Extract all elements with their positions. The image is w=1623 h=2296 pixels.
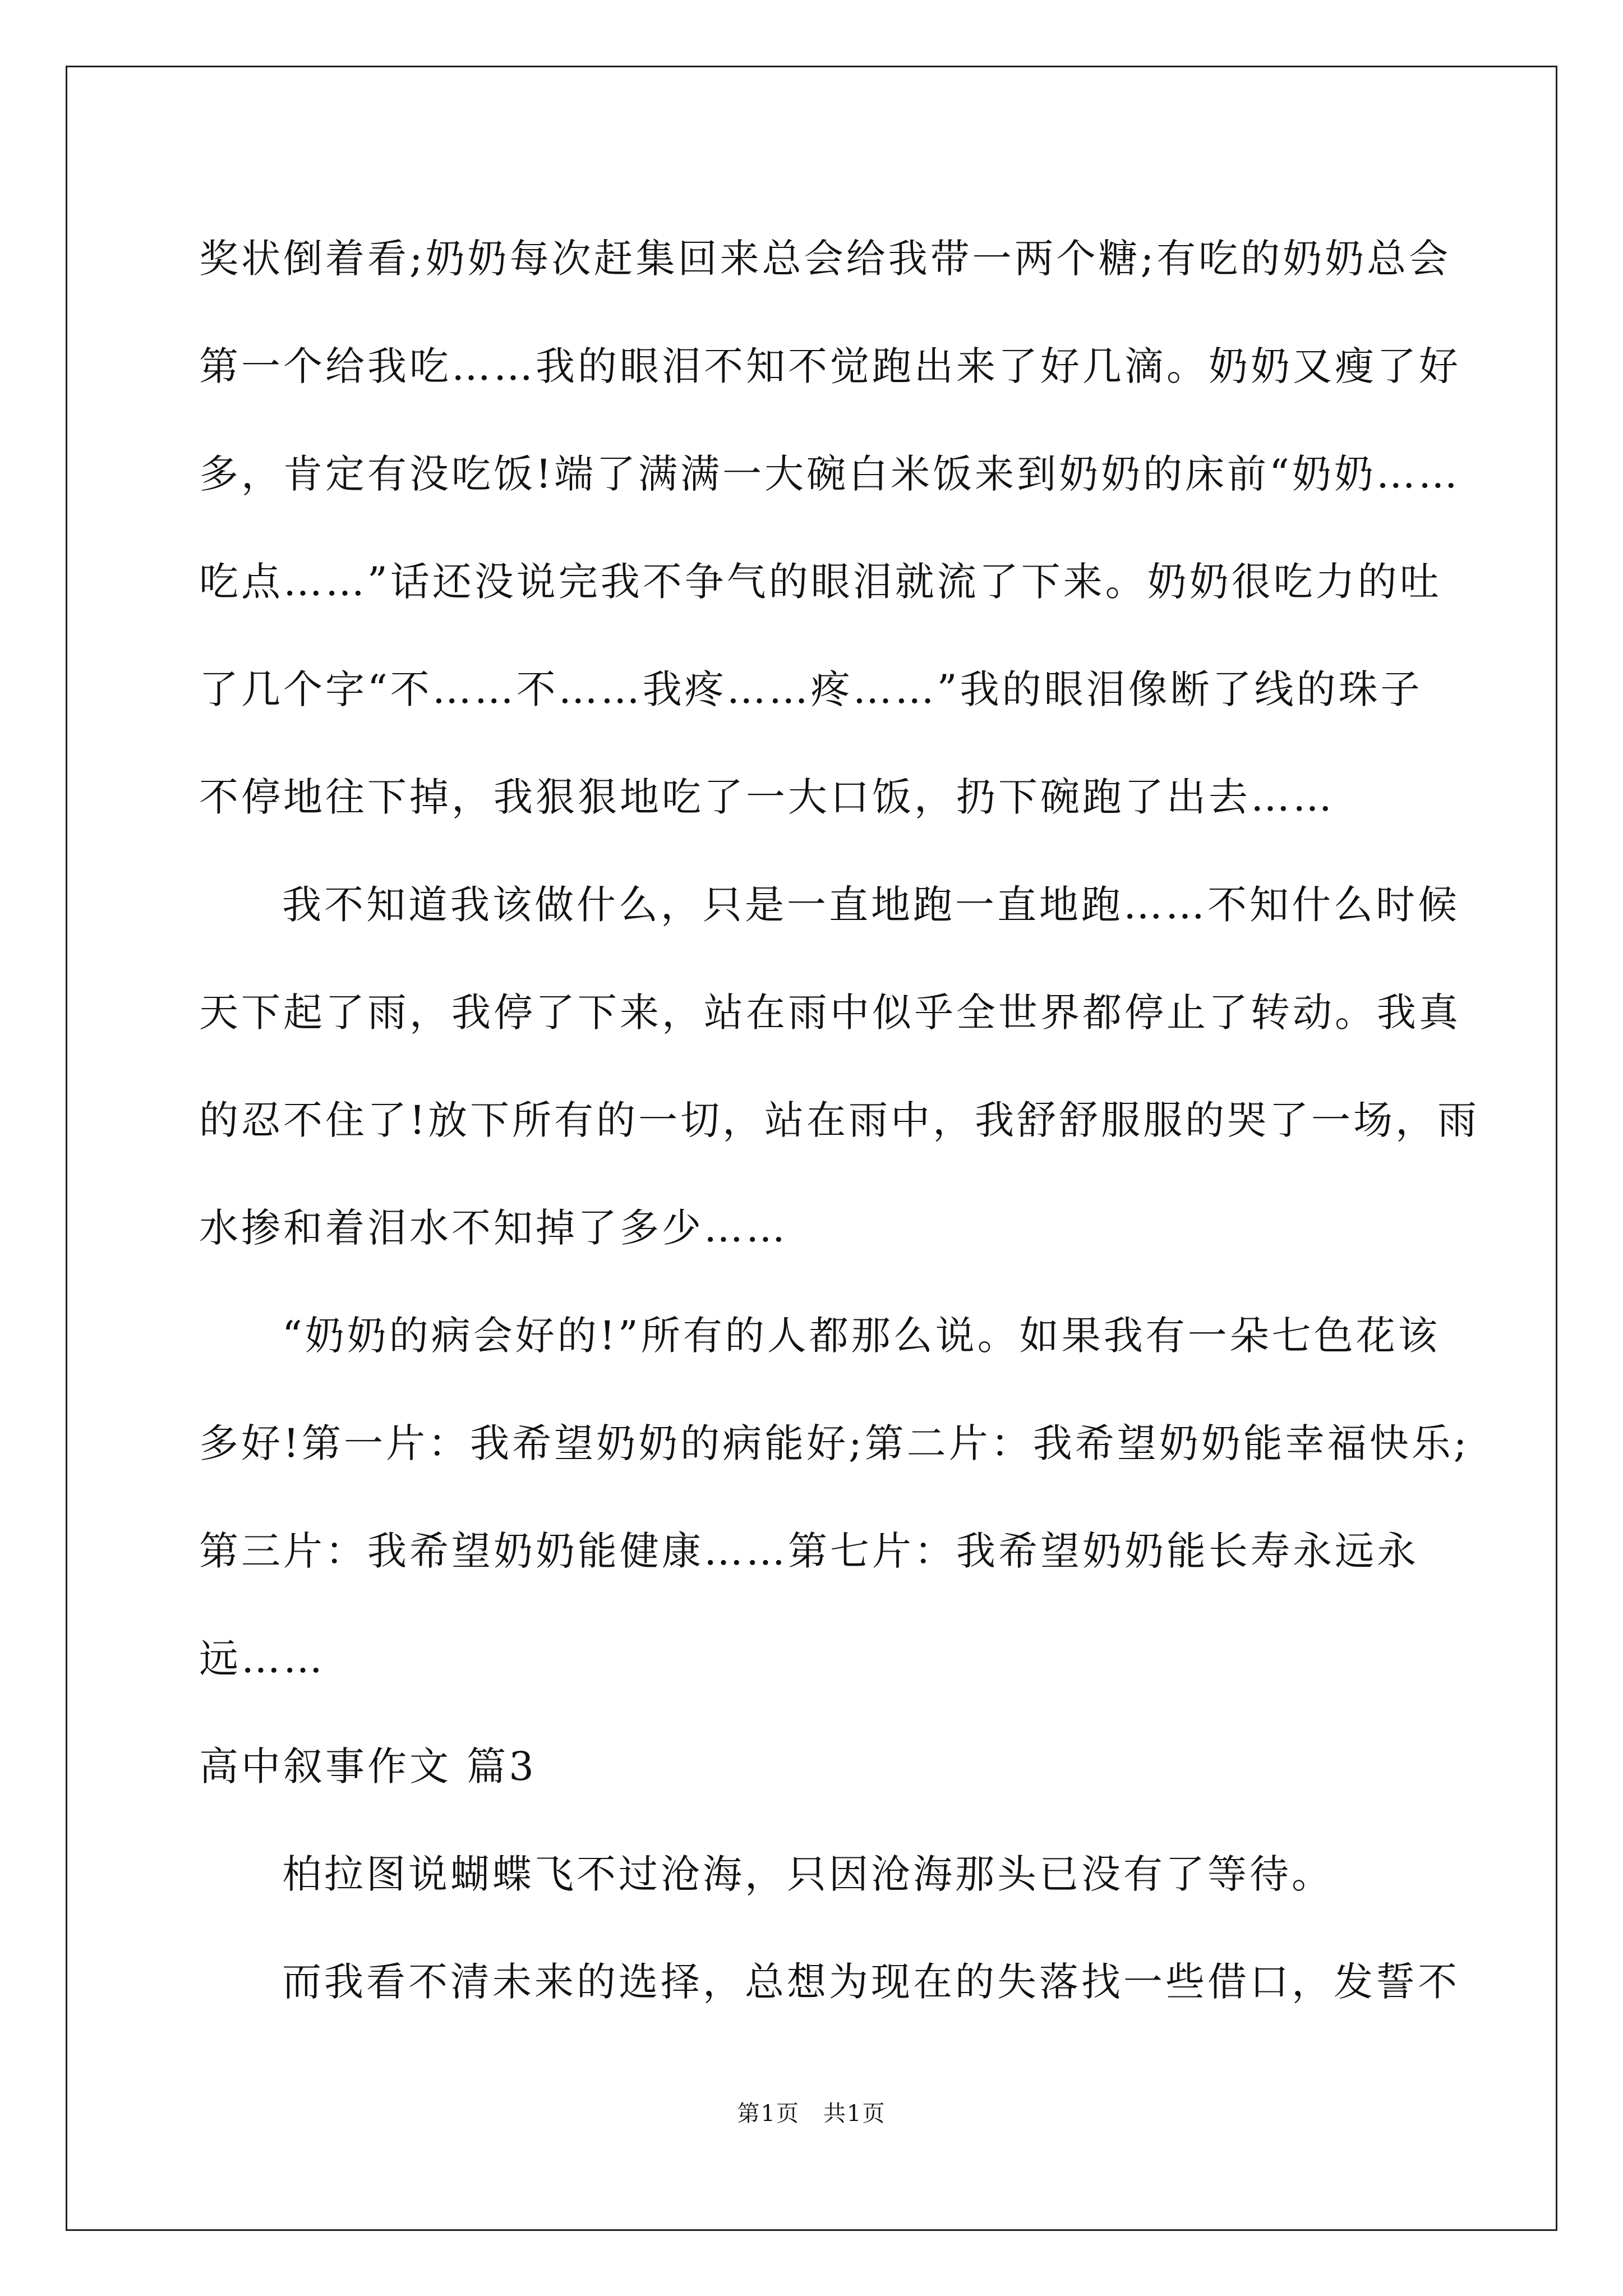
paragraph-start: 柏拉图说蝴蝶飞不过沧海，只因沧海那头已没有了等待。 xyxy=(282,1851,1334,1897)
paragraph-start: “奶奶的病会好的!”所有的人都那么说。如果我有一朵七色花该 xyxy=(282,1313,1440,1359)
text-line: 水掺和着泪水不知掉了多少…… xyxy=(199,1205,788,1251)
document-body xyxy=(199,205,1480,2036)
text-line: 天下起了雨，我停了下来，站在雨中似乎全世界都停止了转动。我真 xyxy=(199,990,1461,1036)
text-line: 不停地往下掉，我狠狠地吃了一大口饭，扔下碗跑了出去…… xyxy=(199,774,1335,820)
paragraph-start: 而我看不清未来的选择，总想为现在的失落找一些借口，发誓不 xyxy=(282,1959,1460,2005)
text-line: 了几个字“不……不……我疼……疼……”我的眼泪像断了线的珠子 xyxy=(199,666,1423,712)
section-heading: 高中叙事作文 篇3 xyxy=(199,1743,537,1789)
page-number-footer: 第1页 共1页 xyxy=(737,2101,886,2127)
text-line: 第一个给我吃……我的眼泪不知不觉跑出来了好几滴。奶奶又瘦了好 xyxy=(199,343,1461,389)
paragraph-start: 我不知道我该做什么，只是一直地跑一直地跑……不知什么时候 xyxy=(282,882,1460,928)
text-line: 的忍不住了!放下所有的一切，站在雨中，我舒舒服服的哭了一场，雨 xyxy=(199,1097,1480,1143)
text-line: 多好!第一片：我希望奶奶的病能好;第二片：我希望奶奶能幸福快乐; xyxy=(199,1420,1470,1466)
text-line: 多，肯定有没吃饭!端了满满一大碗白米饭来到奶奶的床前“奶奶…… xyxy=(199,451,1460,497)
text-line: 远…… xyxy=(199,1636,325,1682)
text-line: 吃点……”话还没说完我不争气的眼泪就流了下来。奶奶很吃力的吐 xyxy=(199,559,1442,605)
text-line: 第三片：我希望奶奶能健康……第七片：我希望奶奶能长寿永远永 xyxy=(199,1528,1419,1574)
text-line: 奖状倒着看;奶奶每次赶集回来总会给我带一两个糖;有吃的奶奶总会 xyxy=(199,236,1451,282)
